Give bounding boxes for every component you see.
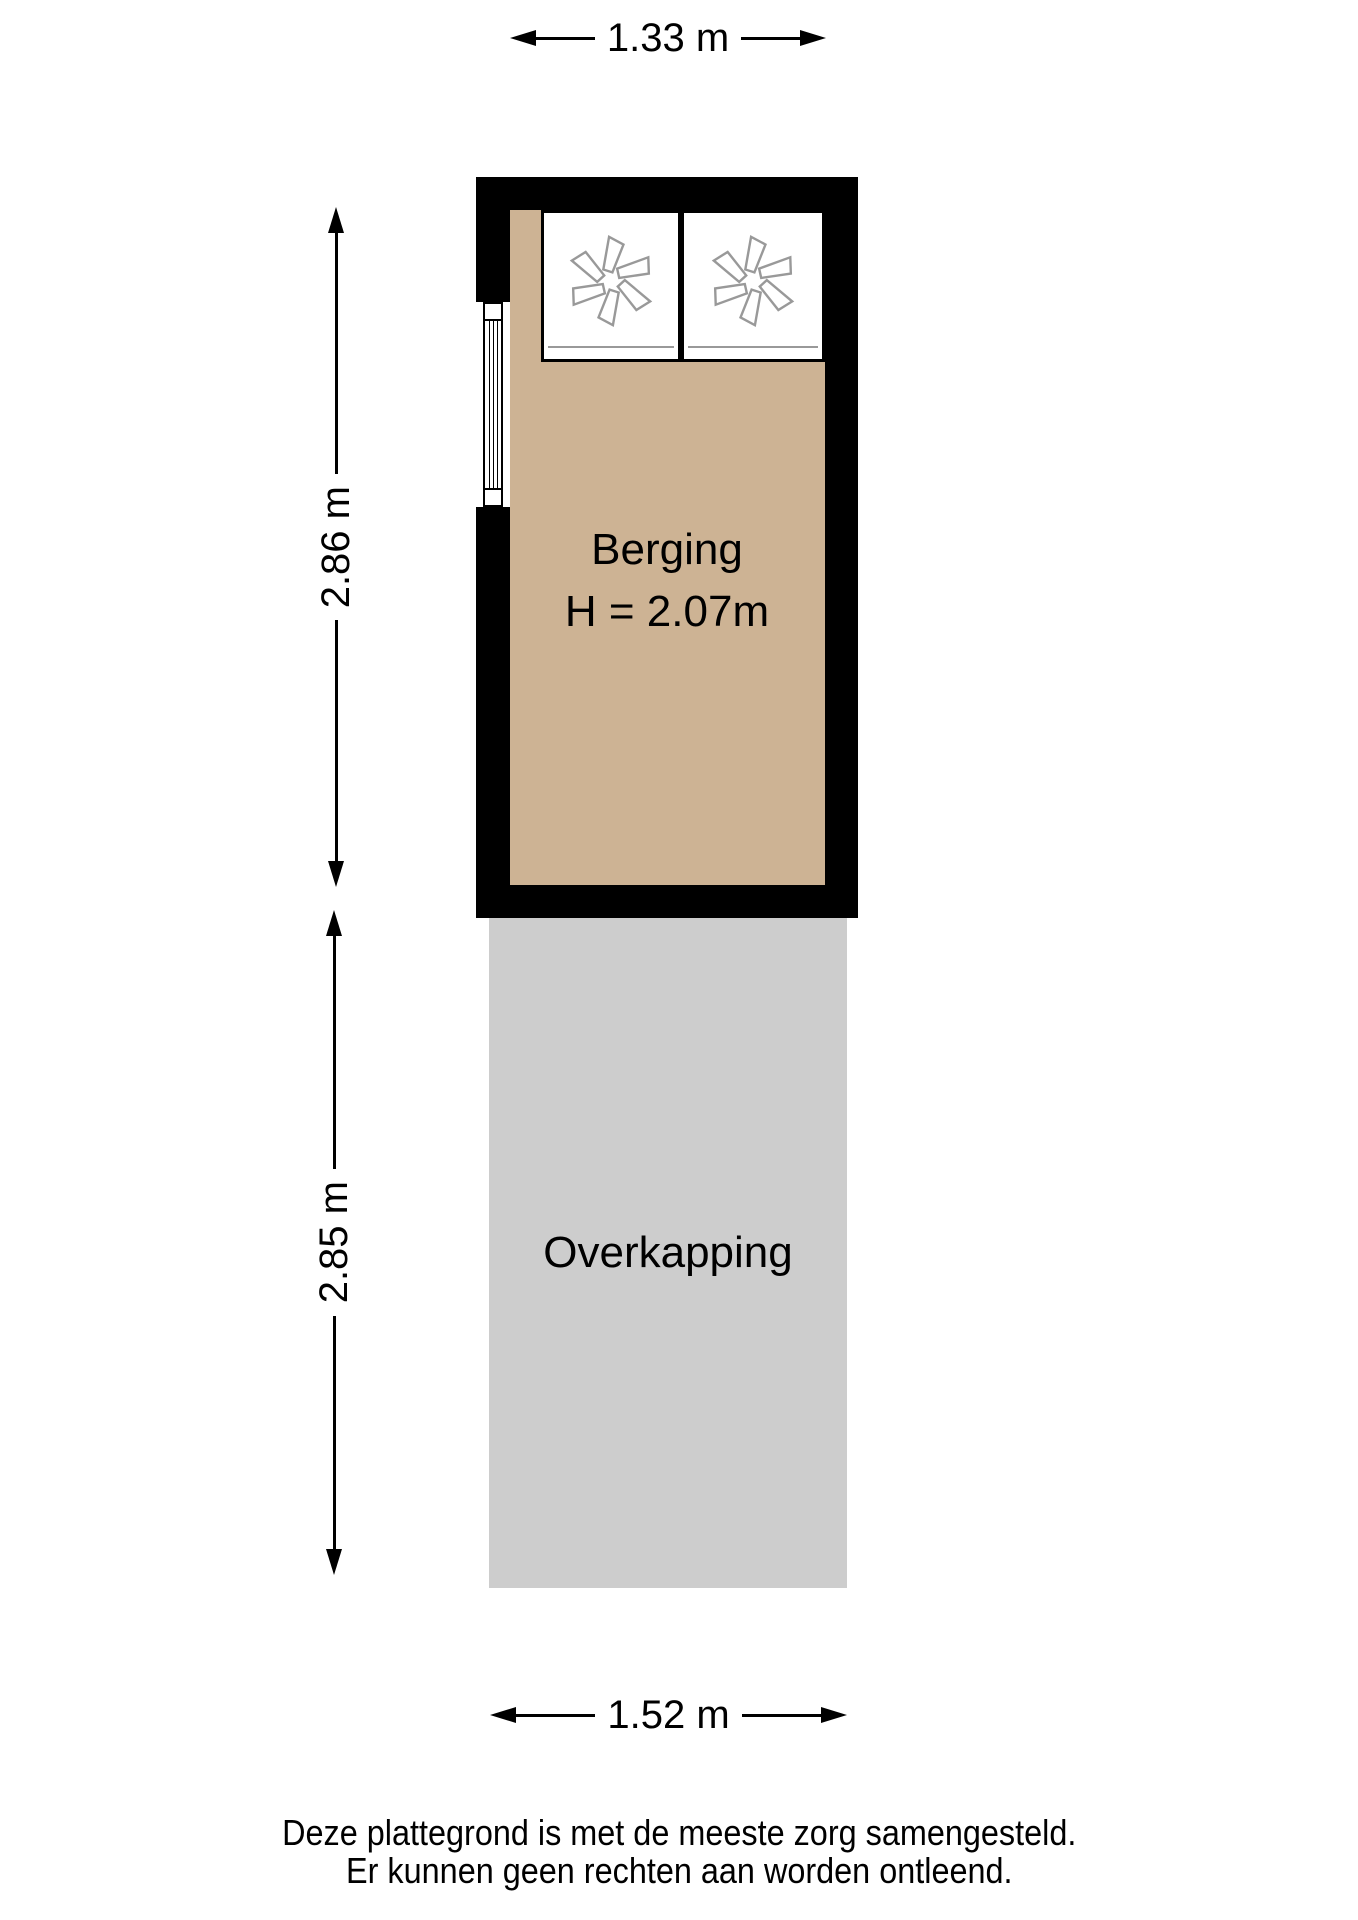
dimension-line [516,1714,595,1717]
window-glazing-line [493,321,495,488]
dimension-berging-depth [313,207,358,887]
washing-machine-icon [705,233,801,329]
disclaimer-line-1: Deze plattegrond is met de meeste zorg samengesteld. [281,1812,1077,1853]
dimension-top-label: 1.33 m [606,15,730,60]
disclaimer-line-2: Er kunnen geen rechten aan worden ontleend. [345,1850,1013,1891]
room-name-berging: Berging [591,525,743,574]
room-height-berging: H = 2.07m [564,587,770,636]
arrow-right-icon [821,1707,847,1723]
window-glazing-line [489,321,491,488]
window-glazing-line [497,321,499,488]
arrow-left-icon [510,30,536,46]
arrow-up-icon [326,910,342,936]
dimension-line [536,37,595,40]
dimension-line [742,1714,821,1717]
dimension-line [333,1316,336,1549]
dimension-line [335,233,338,474]
dimension-overkapping-depth [311,910,356,1575]
dimension-left-upper-label: 2.86 m [313,485,358,609]
washing-machine [541,210,681,362]
dimension-top-width [510,15,826,60]
arrow-down-icon [326,1549,342,1575]
dimension-left-lower-label: 2.85 m [311,1181,356,1304]
machine-front-line [688,346,818,348]
berging-labels [476,519,858,643]
arrow-right-icon [800,30,826,46]
dimension-bottom-label: 1.52 m [607,1692,730,1737]
dimension-line [741,37,800,40]
arrow-down-icon [328,861,344,887]
window-icon [483,302,503,507]
dimension-bottom-width [490,1692,847,1737]
washing-machine-icon [563,233,659,329]
washing-machine [681,210,825,362]
disclaimer [0,1814,1358,1890]
machine-front-line [548,346,674,348]
arrow-left-icon [490,1707,516,1723]
room-name-overkapping: Overkapping [543,1228,793,1277]
dimension-line [333,936,336,1169]
window-frame-cap [484,488,502,490]
arrow-up-icon [328,207,344,233]
dimension-line [335,620,338,861]
